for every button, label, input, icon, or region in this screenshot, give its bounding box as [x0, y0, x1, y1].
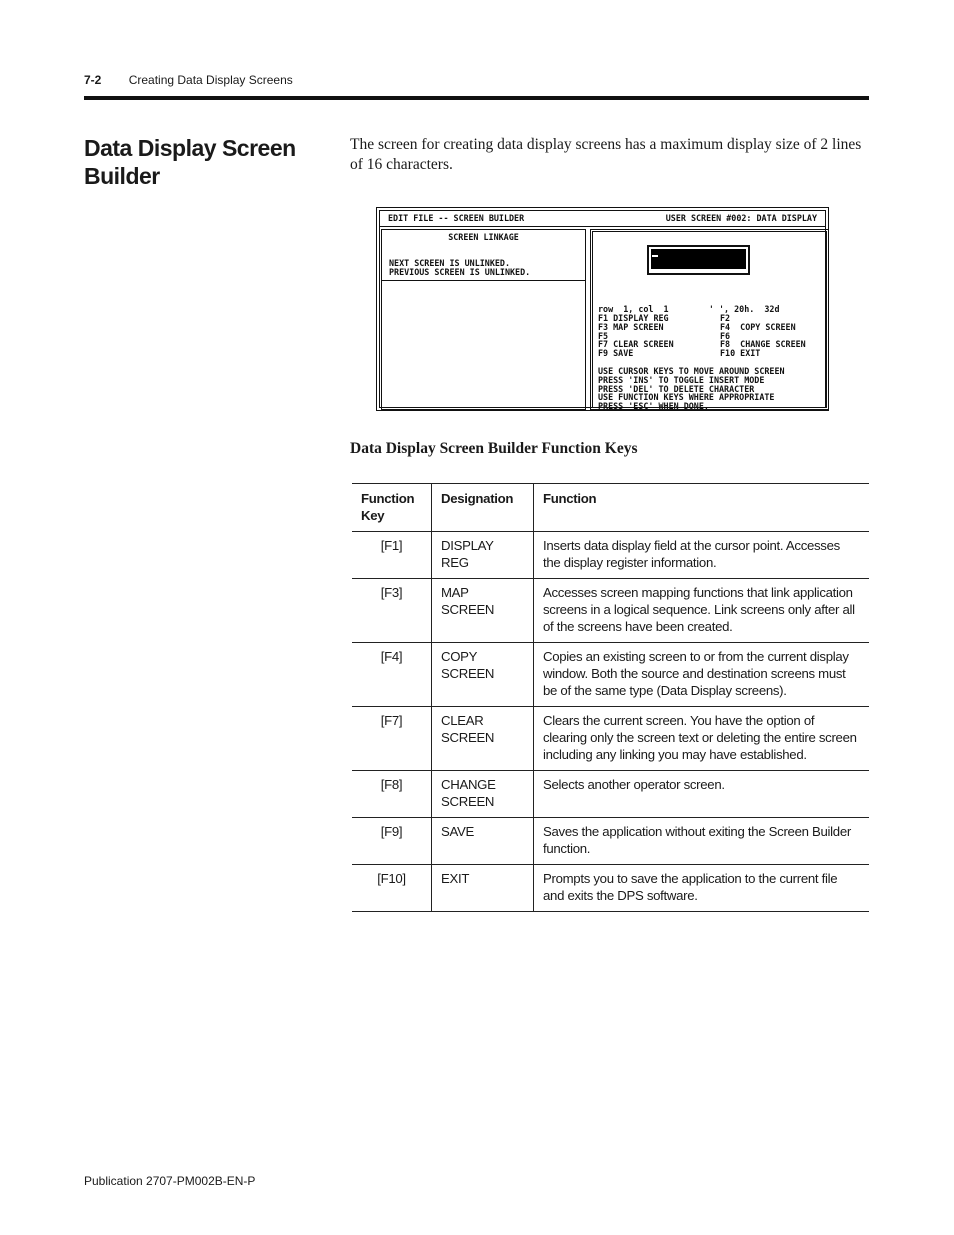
- cell-function: Saves the application without exiting the Screen Builder function.: [534, 818, 870, 865]
- screen-linkage-title: SCREEN LINKAGE: [448, 232, 519, 242]
- cell-designation: MAP SCREEN: [432, 579, 534, 643]
- display-preview-area: [651, 249, 746, 269]
- screen-linkage-pane: [381, 229, 586, 410]
- cell-designation: EXIT: [432, 865, 534, 912]
- cursor-status-line: row 1, col 1 ' ', 20h. 32d: [598, 304, 780, 314]
- cell-key: [F3]: [352, 579, 432, 643]
- table-row: [352, 865, 869, 912]
- cell-key: [F1]: [352, 532, 432, 579]
- cell-designation: SAVE: [432, 818, 534, 865]
- cursor-marker: [652, 255, 658, 257]
- table-row: [352, 532, 869, 579]
- cell-function: Copies an existing screen to or from the current display window. Both the source and destination screens must be of the same type (Data Display screens).: [534, 643, 870, 707]
- function-keys-right: F2 F4 COPY SCREEN F6 F8 CHANGE SCREEN F10 EXIT: [720, 313, 806, 359]
- section-title: Data Display Screen Builder: [84, 135, 296, 189]
- cell-designation: COPY SCREEN: [432, 643, 534, 707]
- cell-function: Clears the current screen. You have the option of clearing only the screen text or deleting the entire screen including any linking you may have established.: [534, 707, 870, 771]
- terminal-title-bar: [380, 211, 825, 227]
- screen-builder-screenshot: [376, 207, 829, 411]
- cell-key: [F9]: [352, 818, 432, 865]
- cell-function: Selects another operator screen.: [534, 771, 870, 818]
- cell-designation: DISPLAY REG: [432, 532, 534, 579]
- table-title: Data Display Screen Builder Function Keys: [350, 440, 638, 457]
- terminal-title-left: EDIT FILE -- SCREEN BUILDER: [388, 213, 525, 223]
- function-keys-table: [352, 483, 869, 912]
- terminal-frame: [379, 210, 826, 412]
- cell-function: Prompts you to save the application to the current file and exits the DPS software.: [534, 865, 870, 912]
- next-screen-status: NEXT SCREEN IS UNLINKED.: [389, 258, 511, 268]
- intro-paragraph: The screen for creating data display screens has a maximum display size of 2 lines of 16 characters.: [350, 136, 862, 173]
- cell-designation: CLEAR SCREEN: [432, 707, 534, 771]
- terminal-title-right: USER SCREEN #002: DATA DISPLAY: [665, 213, 817, 223]
- display-preview: [647, 245, 750, 275]
- running-header: [84, 73, 293, 87]
- table-row: [352, 818, 869, 865]
- table-row: [352, 579, 869, 643]
- cell-key: [F10]: [352, 865, 432, 912]
- function-keys-left: F1 DISPLAY REG F3 MAP SCREEN F5 F7 CLEAR SCREEN F9 SAVE: [598, 313, 674, 359]
- cell-function: Inserts data display field at the cursor point. Accesses the display register information.: [534, 532, 870, 579]
- cell-key: [F7]: [352, 707, 432, 771]
- cell-function: Accesses screen mapping functions that link application screens in a logical sequence. Link screens only after all of the screens have been created.: [534, 579, 870, 643]
- previous-screen-status: PREVIOUS SCREEN IS UNLINKED.: [389, 267, 531, 277]
- screen-linkage-header: [382, 230, 585, 281]
- publication-footer: Publication 2707-PM002B-EN-P: [84, 1174, 256, 1188]
- cell-key: [F8]: [352, 771, 432, 818]
- cell-key: [F4]: [352, 643, 432, 707]
- page-number: 7-2: [84, 73, 102, 87]
- header-designation: Designation: [432, 484, 534, 532]
- header-rule: [84, 96, 869, 100]
- table-row: [352, 771, 869, 818]
- cell-designation: CHANGE SCREEN: [432, 771, 534, 818]
- table-row: [352, 643, 869, 707]
- chapter-title: Creating Data Display Screens: [128, 73, 293, 87]
- help-instructions: USE CURSOR KEYS TO MOVE AROUND SCREEN PRESS 'INS' TO TOGGLE INSERT MODE PRESS 'DEL' TO DELETE CHARACTER USE FUNCTION KEYS WHERE APPROPRIATE PRESS 'ESC' WHEN DONE.: [598, 366, 785, 412]
- table-row: [352, 707, 869, 771]
- screen-edit-pane: [590, 229, 829, 410]
- header-function-key: Function Key: [352, 484, 432, 532]
- header-function: Function: [534, 484, 870, 532]
- table-header-row: [352, 484, 869, 532]
